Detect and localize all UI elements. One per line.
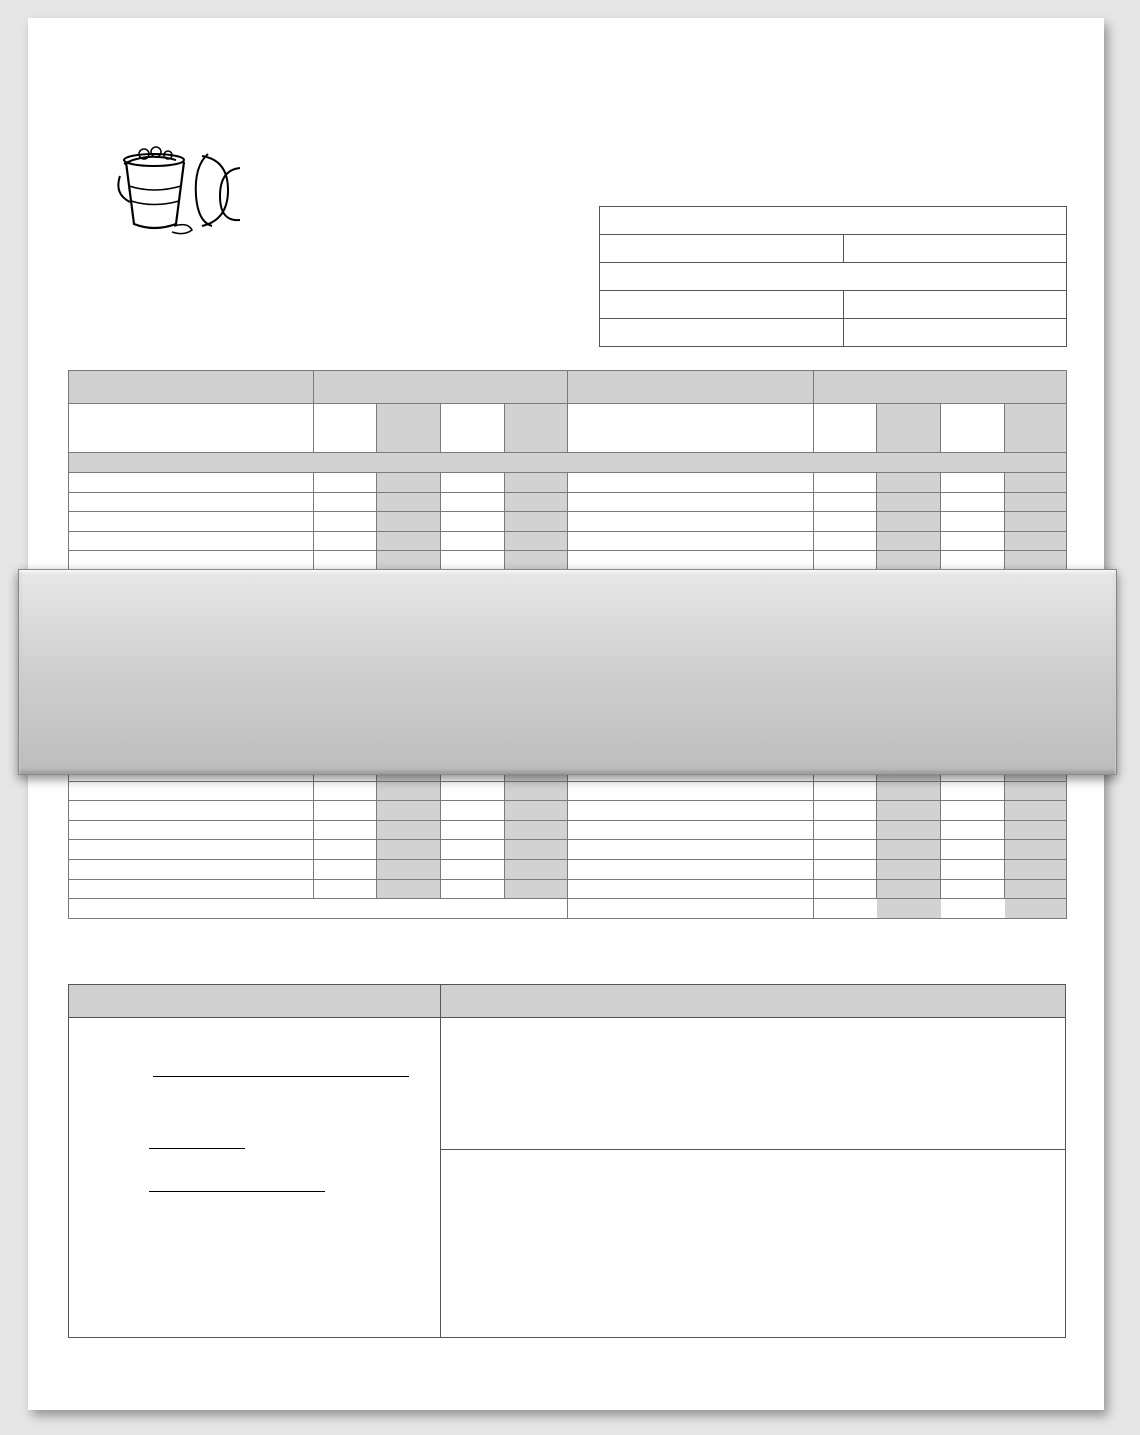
service-item [69,840,314,860]
table-row [69,879,1067,899]
service-item [69,801,314,821]
freq-cell[interactable] [941,801,1005,821]
supplied-by-line[interactable] [153,1060,409,1077]
freq-cell[interactable] [1005,531,1067,551]
freq-cell[interactable] [441,801,505,821]
service-item [69,781,314,801]
terms-list [109,1039,409,1220]
freq-cell[interactable] [505,531,568,551]
freq-cell[interactable] [814,859,877,879]
job-no-field[interactable] [600,291,844,319]
frequency-header-right [814,371,1067,404]
service-item [568,531,814,551]
service-item [568,820,814,840]
table-row [69,781,1067,801]
freq-daily-left [314,404,377,453]
service-item [568,781,814,801]
freq-cell[interactable] [377,492,441,512]
table-row [69,840,1067,860]
bottom-section [68,984,1066,1338]
freq-cell[interactable] [877,859,941,879]
service-item [568,473,814,493]
freq-weekly-right [877,404,941,453]
service-item [69,473,314,493]
table-row [69,820,1067,840]
location-field[interactable] [600,263,1067,291]
freq-cell[interactable] [314,781,377,801]
services-header-right [568,371,814,404]
freq-cell[interactable] [941,473,1005,493]
freq-cell[interactable] [314,840,377,860]
freq-cell[interactable] [505,781,568,801]
freq-cell[interactable] [814,531,877,551]
section-row [69,453,1067,473]
term-item [109,1112,409,1156]
freq-cell[interactable] [505,859,568,879]
freq-cell[interactable] [441,492,505,512]
area-items-label-right [568,404,814,453]
freq-cell[interactable] [877,820,941,840]
freq-cell[interactable] [505,512,568,532]
service-item [568,492,814,512]
freq-cell[interactable] [377,801,441,821]
area-items-label-left [69,404,314,453]
freq-cell[interactable] [505,879,568,899]
freq-cell[interactable] [941,859,1005,879]
freq-cell[interactable] [941,879,1005,899]
date-field[interactable] [600,235,844,263]
service-item [69,512,314,532]
freq-cell[interactable] [314,492,377,512]
freq-cell[interactable] [941,531,1005,551]
freq-cell[interactable] [1005,801,1067,821]
cost-line[interactable] [149,1134,245,1149]
service-item [568,859,814,879]
freq-cell[interactable] [314,512,377,532]
freq-cell[interactable] [441,473,505,493]
service-item [69,859,314,879]
divider [441,1149,1065,1150]
divider [440,985,441,1337]
contact-phone-field[interactable] [844,291,1067,319]
freq-cell[interactable] [441,512,505,532]
freq-cell[interactable] [941,820,1005,840]
freq-cell[interactable] [941,781,1005,801]
freq-cell[interactable] [441,551,505,571]
freq-cell[interactable] [377,473,441,493]
freq-cell[interactable] [814,801,877,821]
customer-info-table [599,206,1067,347]
service-item [69,820,314,840]
freq-other-right [1005,404,1067,453]
freq-cell[interactable] [314,473,377,493]
freq-cell[interactable] [814,879,877,899]
freq-cell[interactable] [377,879,441,899]
freq-cell[interactable] [377,820,441,840]
freq-monthly-right [941,404,1005,453]
table-row [69,473,1067,493]
freq-cell[interactable] [1005,551,1067,571]
term-item [109,1177,409,1199]
section-row [69,899,1067,919]
title-banner [18,569,1117,775]
services-header-left [69,371,314,404]
freq-cell[interactable] [814,899,877,919]
bucket-logo-icon [116,146,246,238]
freq-cell[interactable] [877,551,941,571]
freq-cell[interactable] [877,512,941,532]
freq-cell[interactable] [377,551,441,571]
freq-cell[interactable] [814,551,877,571]
freq-cell[interactable] [1005,492,1067,512]
table-row [69,512,1067,532]
freq-cell[interactable] [377,531,441,551]
freq-cell[interactable] [441,879,505,899]
freq-daily-right [814,404,877,453]
freq-cell[interactable] [877,492,941,512]
freq-cell[interactable] [377,512,441,532]
freq-cell[interactable] [877,531,941,551]
freq-cell[interactable] [314,820,377,840]
freq-cell[interactable] [877,801,941,821]
freq-cell[interactable] [941,840,1005,860]
freq-cell[interactable] [314,531,377,551]
freq-cell[interactable] [1005,781,1067,801]
freq-cell[interactable] [505,801,568,821]
terms-field[interactable] [600,319,844,347]
freq-cell[interactable] [505,820,568,840]
freq-cell[interactable] [1005,879,1067,899]
freq-cell[interactable] [441,531,505,551]
freq-cell[interactable] [814,492,877,512]
frequency-header-left [314,371,568,404]
other-field[interactable] [844,319,1067,347]
freq-cell[interactable] [877,781,941,801]
service-item [69,531,314,551]
freq-cell[interactable] [814,781,877,801]
freq-cell[interactable] [441,781,505,801]
freq-cell[interactable] [814,840,877,860]
table-row [69,801,1067,821]
freq-cell[interactable] [441,840,505,860]
freq-cell[interactable] [377,840,441,860]
freq-cell[interactable] [441,820,505,840]
term-item [109,1060,409,1084]
freq-cell[interactable] [941,492,1005,512]
freq-cell[interactable] [814,820,877,840]
freq-cell[interactable] [941,899,1005,919]
service-item [568,801,814,821]
service-item [568,551,814,571]
freq-cell[interactable] [814,473,877,493]
table-row [69,551,1067,571]
freq-cell[interactable] [1005,859,1067,879]
freq-other-left [505,404,568,453]
section-doors-walls [568,453,1067,473]
freq-cell[interactable] [377,781,441,801]
freq-cell[interactable] [877,899,941,919]
freq-cell[interactable] [505,492,568,512]
freq-cell[interactable] [1005,473,1067,493]
section-windows [69,899,568,919]
terms-header [69,985,440,1018]
service-item [568,899,814,919]
freq-cell[interactable] [1005,899,1067,919]
freq-cell[interactable] [941,551,1005,571]
freq-cell[interactable] [1005,840,1067,860]
for-field[interactable] [600,207,1067,235]
service-item [69,551,314,571]
freq-cell[interactable] [1005,820,1067,840]
freq-cell[interactable] [314,859,377,879]
table-row [69,859,1067,879]
freq-cell[interactable] [877,473,941,493]
quoted-by-line[interactable] [149,1177,325,1192]
service-item [69,879,314,899]
freq-cell[interactable] [314,801,377,821]
freq-cell[interactable] [877,879,941,899]
freq-cell[interactable] [505,473,568,493]
freq-monthly-left [441,404,505,453]
notes-header [441,985,1065,1018]
section-restrooms [69,453,568,473]
freq-cell[interactable] [377,859,441,879]
phone-field[interactable] [844,235,1067,263]
service-item [69,492,314,512]
service-item [568,879,814,899]
freq-cell[interactable] [314,551,377,571]
freq-weekly-left [377,404,441,453]
service-item [568,840,814,860]
freq-cell[interactable] [877,840,941,860]
service-item [568,512,814,532]
freq-cell[interactable] [1005,512,1067,532]
table-row [69,492,1067,512]
freq-cell[interactable] [505,551,568,571]
freq-cell[interactable] [314,879,377,899]
table-row [69,531,1067,551]
freq-cell[interactable] [441,859,505,879]
freq-cell[interactable] [505,840,568,860]
freq-cell[interactable] [941,512,1005,532]
freq-cell[interactable] [814,512,877,532]
